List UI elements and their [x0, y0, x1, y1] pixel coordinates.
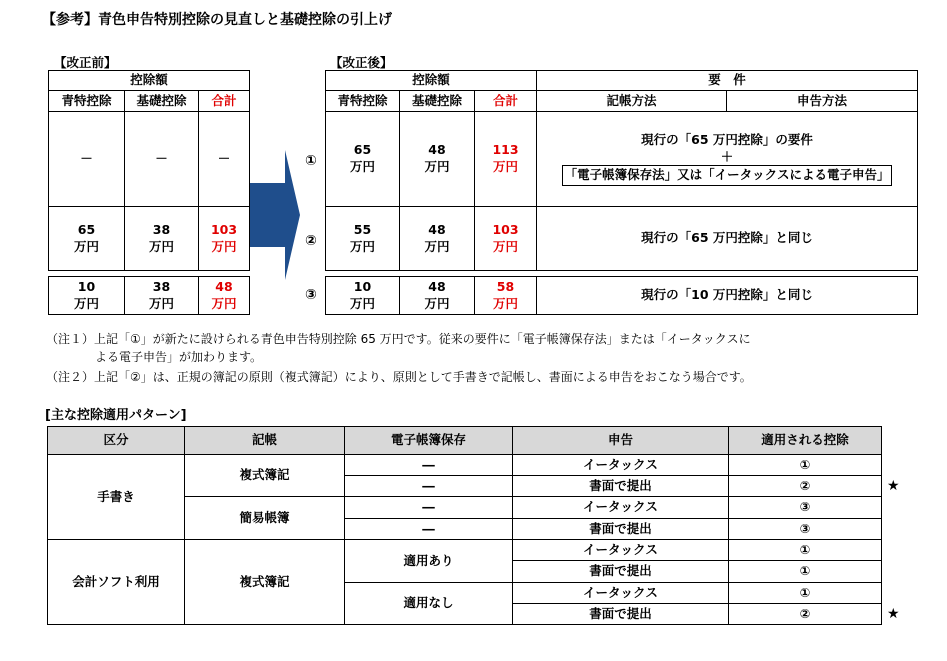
unit: 万円 [492, 295, 518, 311]
patterns-table [47, 426, 882, 625]
value: 48 [428, 278, 446, 294]
shinkoku-etax: イータックス [513, 497, 729, 519]
value: 38 [152, 278, 171, 294]
denshi-nashi: 適用なし [345, 583, 513, 625]
result-1: ① [729, 455, 882, 476]
before-r1-total: － [199, 112, 250, 207]
before-table-last [48, 276, 250, 315]
unit: 万円 [211, 238, 237, 254]
before-r1-aotoku: － [49, 112, 125, 207]
unit: 万円 [349, 238, 375, 254]
after-r1-requirement [537, 112, 918, 207]
after-r2-aotoku [326, 207, 400, 271]
req-plus: ＋ [720, 148, 734, 164]
value: 55 [353, 221, 372, 237]
unit: 万円 [349, 295, 375, 311]
patterns-col-kubun: 区分 [48, 427, 185, 455]
unit: 万円 [148, 295, 174, 311]
value: 65 [353, 142, 372, 158]
result-3: ③ [729, 497, 882, 519]
patterns-col-kicho: 記帳 [185, 427, 345, 455]
value: 10 [77, 278, 96, 294]
shinkoku-shomen: 書面で提出 [513, 476, 729, 497]
star-icon: ★ [887, 606, 900, 622]
before-col-total: 合計 [199, 91, 250, 112]
unit: 万円 [211, 295, 237, 311]
req-line2: 「電子帳簿保存法」又は「イータックスによる電子申告」 [562, 165, 893, 186]
denshi-ari: 適用あり [345, 540, 513, 583]
marker-2: ② [305, 233, 317, 249]
after-r2-kiso [400, 207, 475, 271]
after-r3-total [475, 277, 537, 315]
before-r3-aotoku [49, 277, 125, 315]
unit: 万円 [493, 159, 519, 174]
after-group-header: 控除額 [326, 71, 537, 91]
denshi-dash: ― [345, 476, 513, 497]
group-soft: 会計ソフト利用 [48, 540, 185, 625]
note-1-line-2: よる電子申告」が加わります。 [95, 350, 263, 364]
kicho-kan-i: 簡易帳簿 [185, 497, 345, 540]
unit: 万円 [73, 238, 99, 254]
unit: 万円 [424, 238, 450, 254]
value: 38 [152, 221, 171, 237]
after-r3-kiso [400, 277, 475, 315]
right-arrow-icon [250, 150, 302, 280]
after-requirements-header: 要 件 [537, 71, 918, 91]
value: 48 [428, 142, 446, 158]
after-col-aotoku: 青特控除 [326, 91, 400, 112]
marker-1: ① [305, 153, 317, 169]
req-line1: 現行の「65 万円控除」の要件 [641, 131, 813, 147]
before-table [48, 70, 250, 271]
after-r3-aotoku [326, 277, 400, 315]
denshi-dash: ― [345, 519, 513, 540]
before-r2-kiso [125, 207, 199, 271]
unit: 万円 [73, 295, 99, 311]
shinkoku-etax: イータックス [513, 540, 729, 561]
after-r3-requirement: 現行の「10 万円控除」と同じ [537, 277, 918, 315]
after-table [325, 70, 918, 271]
unit: 万円 [349, 159, 375, 174]
patterns-col-shinkoku: 申告 [513, 427, 729, 455]
value: 48 [215, 278, 233, 294]
result-7: ① [729, 583, 882, 604]
after-caption: 【改正後】 [330, 55, 393, 70]
kicho-fukushiki-2: 複式簿記 [185, 540, 345, 625]
before-col-aotoku: 青特控除 [49, 91, 125, 112]
result-4: ③ [729, 519, 882, 540]
unit: 万円 [424, 159, 450, 174]
shinkoku-shomen: 書面で提出 [513, 604, 729, 625]
marker-3: ③ [305, 287, 317, 303]
before-r2-aotoku [49, 207, 125, 271]
before-r1-kiso: － [125, 112, 199, 207]
denshi-dash: ― [345, 455, 513, 476]
after-r1-total [475, 112, 537, 207]
value: 10 [353, 278, 372, 294]
note-2: （注２）上記「②」は、正規の簿記の原則（複式簿記）により、原則として手書きで記帳し、書面による申告をおこなう場合です。 [46, 370, 752, 384]
star-icon: ★ [887, 478, 900, 494]
value: 48 [428, 221, 446, 237]
shinkoku-etax: イータックス [513, 583, 729, 604]
patterns-col-denshi: 電子帳簿保存 [345, 427, 513, 455]
before-group-header: 控除額 [49, 71, 250, 91]
unit: 万円 [493, 238, 519, 254]
unit: 万円 [148, 238, 174, 254]
after-r1-aotoku [326, 112, 400, 207]
page-title: 【参考】青色申告特別控除の見直しと基礎控除の引上げ [42, 12, 392, 28]
after-col-shinkoku: 申告方法 [727, 91, 918, 112]
patterns-caption: [主な控除適用パターン] [45, 408, 187, 423]
denshi-dash: ― [345, 497, 513, 519]
patterns-col-result: 適用される控除 [729, 427, 882, 455]
before-r3-kiso [125, 277, 199, 315]
result-5: ① [729, 540, 882, 561]
before-caption: 【改正前】 [54, 55, 117, 70]
result-2: ② [729, 476, 882, 497]
group-tegaki: 手書き [48, 455, 185, 540]
shinkoku-shomen: 書面で提出 [513, 519, 729, 540]
after-col-kiso: 基礎控除 [400, 91, 475, 112]
after-col-kicho: 記帳方法 [537, 91, 727, 112]
value: 58 [496, 278, 515, 294]
after-col-total: 合計 [475, 91, 537, 112]
unit: 万円 [424, 295, 450, 311]
shinkoku-shomen: 書面で提出 [513, 561, 729, 583]
value: 65 [77, 221, 96, 237]
after-r2-total [475, 207, 537, 271]
value: 103 [210, 221, 238, 237]
before-r2-total [199, 207, 250, 271]
result-8: ② [729, 604, 882, 625]
after-r2-requirement: 現行の「65 万円控除」と同じ [537, 207, 918, 271]
shinkoku-etax: イータックス [513, 455, 729, 476]
after-r1-kiso [400, 112, 475, 207]
before-col-kiso: 基礎控除 [125, 91, 199, 112]
kicho-fukushiki-1: 複式簿記 [185, 455, 345, 497]
value: 103 [492, 221, 519, 237]
result-6: ① [729, 561, 882, 583]
note-1-line-1: （注１）上記「①」が新たに設けられる青色申告特別控除 65 万円です。従来の要件に「電子帳簿保存法」または「イータックスに [46, 332, 751, 346]
value: 113 [492, 142, 519, 158]
after-table-last [325, 276, 918, 315]
before-r3-total [199, 277, 250, 315]
